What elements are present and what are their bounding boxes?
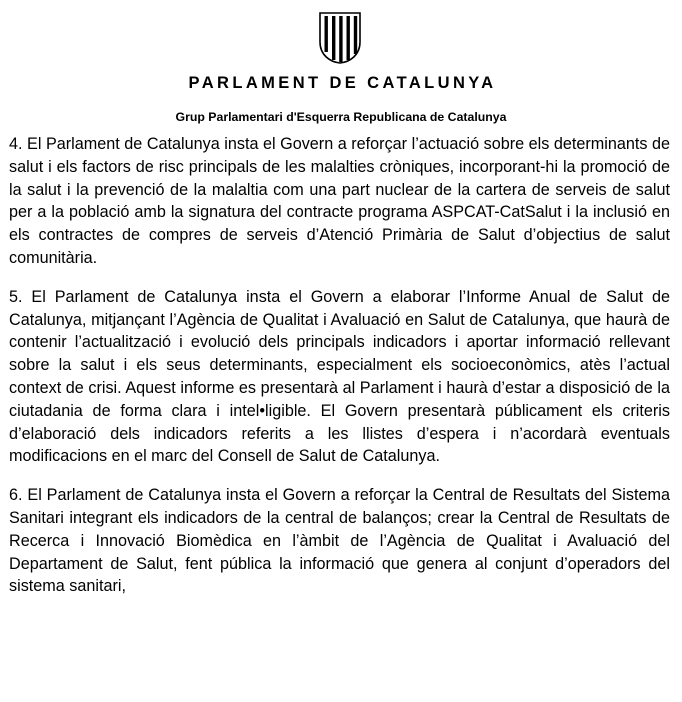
parliamentary-group: Grup Parlamentari d'Esquerra Republicana de Catalunya <box>175 110 507 124</box>
paragraph-6: 6. El Parlament de Catalunya insta el Govern a reforçar la Central de Resultats del Sistema Sanitari integrant els indicadors de la central de balanços; crear la Central de Resultats de Recerca i Innovació Biomèdica en l’àmbit de l’Agència de Qualitat i Avaluació del Departament de Salut, fent pública la informació que genera al conjunt d’operadors del sistema sanitari, <box>9 486 670 596</box>
catalan-senyera-shield-icon <box>318 12 362 64</box>
document-body <box>9 133 670 614</box>
institution-name: PARLAMENT DE CATALUNYA <box>188 74 497 92</box>
letterhead <box>0 0 682 130</box>
paragraph-4: 4. El Parlament de Catalunya insta el Govern a reforçar l’actuació sobre els determinants de salut i els factors de risc principals de les malalties cròniques, incorporant-hi la promoció de la salut i la prevenció de la malaltia com una part nuclear de la cartera de serveis de salut per a la població amb la signatura del contracte programa ASPCAT-CatSalut i la inclusió en els contractes de compres de serveis d’Atenció Primària de Salut d’objectius de salut comunitària. <box>9 135 670 267</box>
paragraph-5: 5. El Parlament de Catalunya insta el Govern a elaborar l’Informe Anual de Salut de Catalunya, mitjançant l’Agència de Qualitat i Avaluació en Salut de Catalunya, que haurà de contenir l’actualització i evolució dels principals indicadors i aportar informació rellevant sobre la salut i els seus determinants, especialment els socioeconòmics, atès l’actual context de crisi. Aquest informe es presentarà al Parlament i haurà d’estar a disposició de la ciutadania de forma clara i intel•ligible. El Govern presentarà públicament els criteris d’elaboració dels indicadors referits a les llistes d’espera i n’acordarà eventuals modificacions en el marc del Consell de Salut de Catalunya. <box>9 287 670 466</box>
